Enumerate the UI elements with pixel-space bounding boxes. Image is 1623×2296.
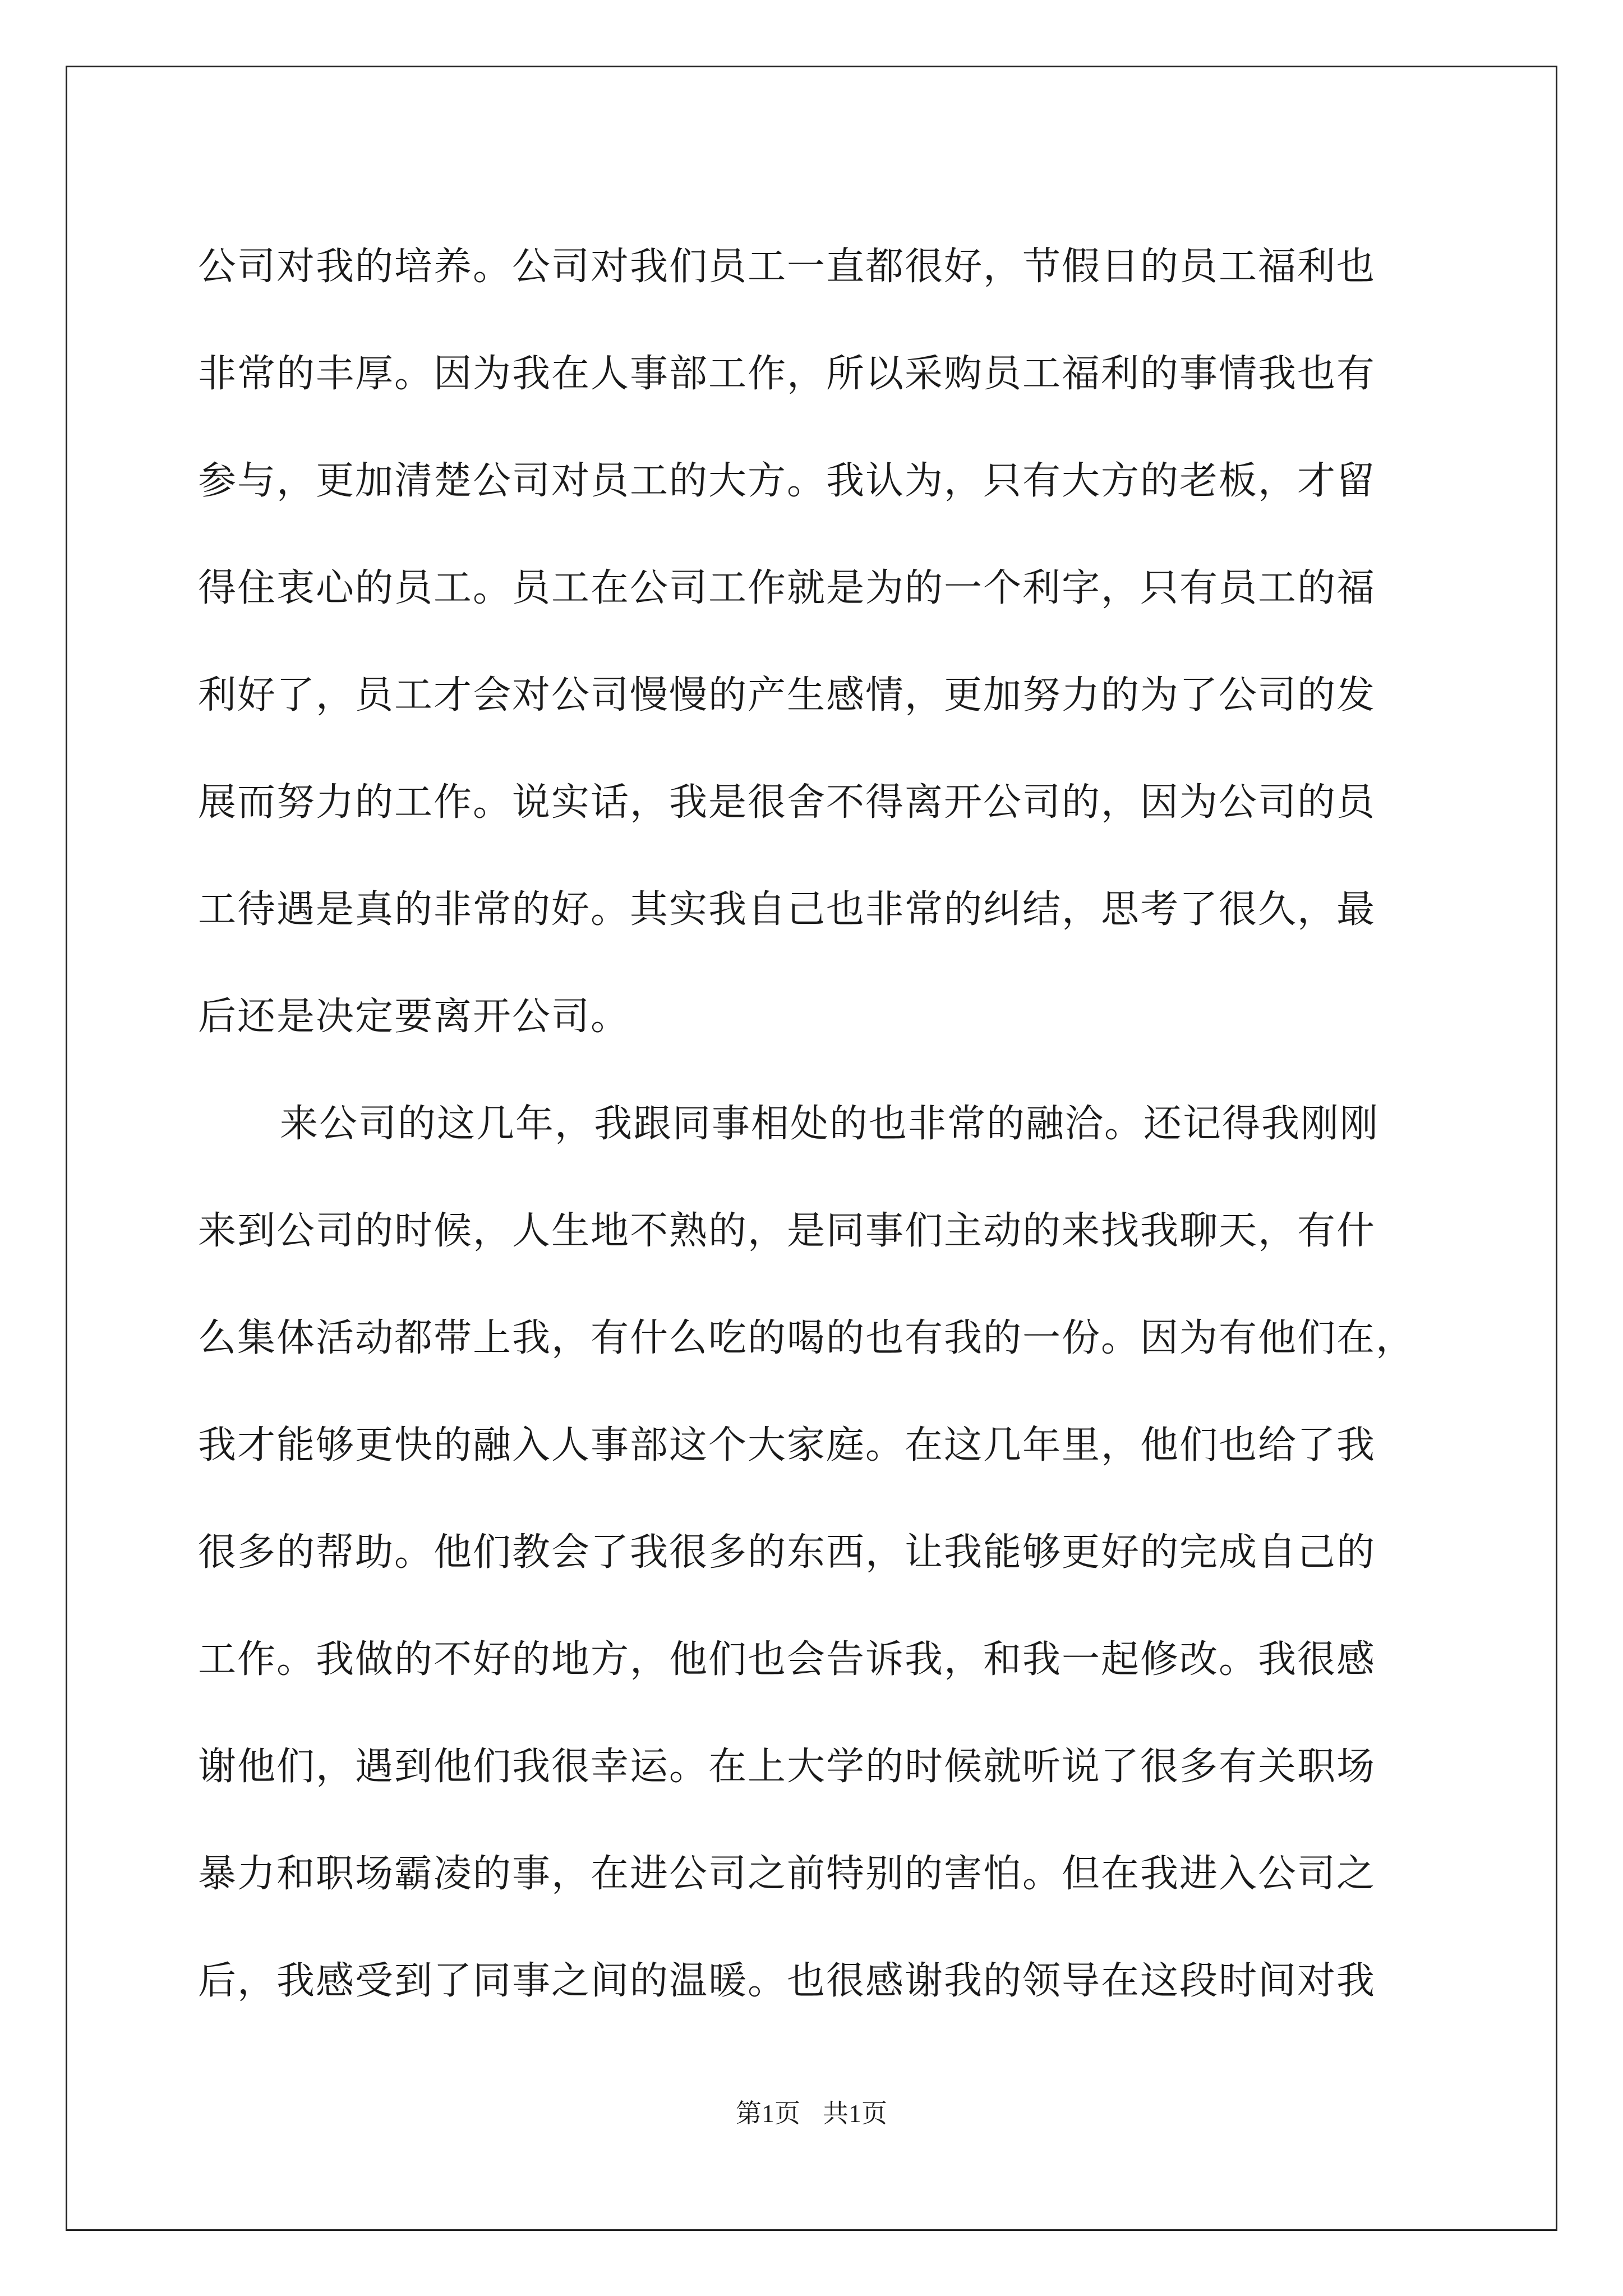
text-line: 参与，更加清楚公司对员工的大方。我认为，只有大方的老板，才留	[198, 459, 1376, 503]
text-line: 利好了，员工才会对公司慢慢的产生感情，更加努力的为了公司的发	[198, 673, 1376, 717]
text-line: 暴力和职场霸凌的事，在进公司之前特别的害怕。但在我进入公司之	[198, 1852, 1376, 1896]
document-body	[198, 213, 1440, 2035]
text-line: 工作。我做的不好的地方，他们也会告诉我，和我一起修改。我很感	[198, 1637, 1376, 1682]
text-line: 展而努力的工作。说实话，我是很舍不得离开公司的，因为公司的员	[198, 780, 1376, 825]
page-total: 共1页	[823, 2099, 887, 2128]
text-line: 非常的丰厚。因为我在人事部工作，所以采购员工福利的事情我也有	[198, 352, 1376, 396]
paragraph-first-line: 来公司的这几年，我跟同事相处的也非常的融洽。还记得我刚刚	[280, 1102, 1380, 1146]
page-footer	[0, 2097, 1623, 2131]
text-line: 后还是决定要离开公司。	[198, 995, 630, 1039]
page-number: 第1页	[736, 2099, 800, 2128]
text-line: 得住衷心的员工。员工在公司工作就是为的一个利字，只有员工的福	[198, 566, 1376, 610]
text-line: 么集体活动都带上我，有什么吃的喝的也有我的一份。因为有他们在，	[198, 1316, 1415, 1360]
text-line: 谢他们，遇到他们我很幸运。在上大学的时候就听说了很多有关职场	[198, 1745, 1376, 1789]
text-line: 公司对我的培养。公司对我们员工一直都很好，节假日的员工福利也	[198, 245, 1376, 289]
text-line: 来到公司的时候，人生地不熟的，是同事们主动的来找我聊天，有什	[198, 1209, 1376, 1253]
text-line: 工待遇是真的非常的好。其实我自己也非常的纠结，思考了很久，最	[198, 887, 1376, 932]
text-line: 很多的帮助。他们教会了我很多的东西，让我能够更好的完成自己的	[198, 1530, 1376, 1575]
text-line: 我才能够更快的融入人事部这个大家庭。在这几年里，他们也给了我	[198, 1423, 1376, 1467]
text-line: 后，我感受到了同事之间的温暖。也很感谢我的领导在这段时间对我	[198, 1959, 1376, 2003]
